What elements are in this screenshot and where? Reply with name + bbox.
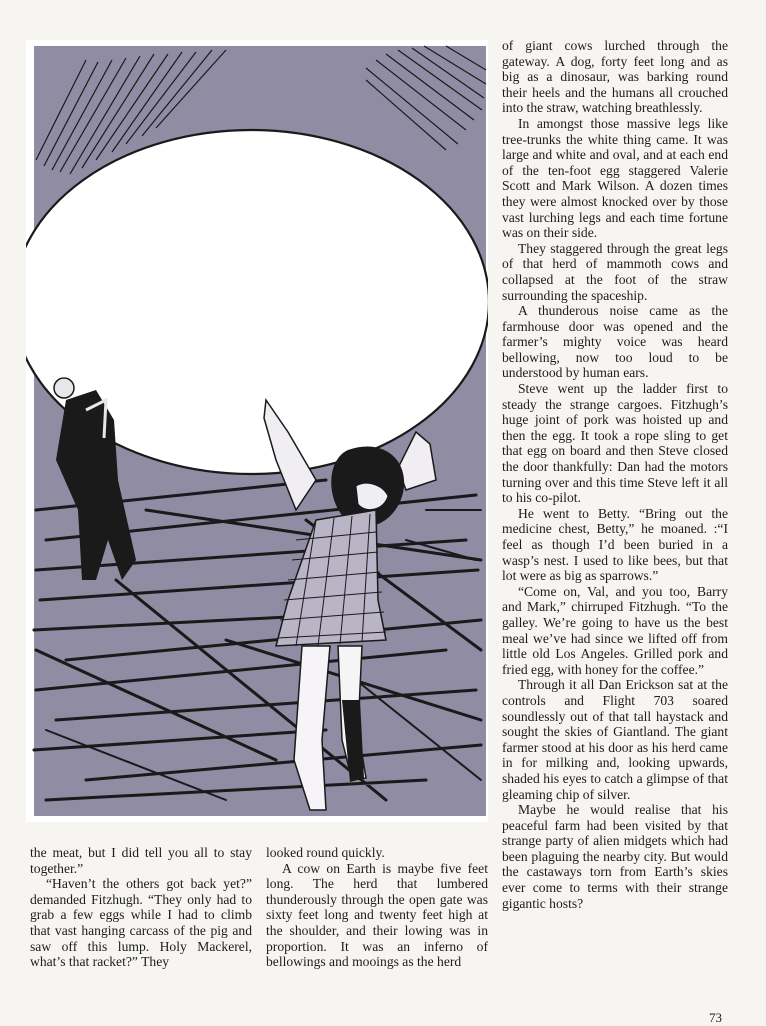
paragraph: They staggered through the great legs of that herd of mammoth cows and collapsed at the foot of the straw surrounding the spaceship. bbox=[502, 240, 728, 303]
text-column-left-bottom bbox=[30, 845, 252, 970]
text-column-right bbox=[502, 38, 728, 911]
paragraph: He went to Betty. “Bring out the medicine chest, Betty,” he moaned. :“I feel as though I’d been buried in a wasp’s nest. I used to like bees, but that lot were as big as sparrows.” bbox=[502, 505, 728, 584]
paragraph: looked round quickly. bbox=[266, 845, 385, 860]
comic-illustration bbox=[26, 40, 488, 822]
text-column-middle-bottom bbox=[266, 845, 488, 970]
paragraph: A cow on Earth is maybe five feet long. The herd that lumbered thunderously through the open gate was sixty feet long and twenty feet high at the shoulder, and their lowing was in proportion. It was an inferno of bellowings and mooings as the herd bbox=[266, 860, 488, 970]
paragraph: “Come on, Val, and you too, Barry and Mark,” chirruped Fitzhugh. “To the galley. We’re going to have us the best meal we’ve had since we lifted off from little old Los Angeles. Grilled pork and fried egg, with honey for the coffee.” bbox=[502, 583, 728, 677]
paragraph: Maybe he would realise that his peaceful farm had been visited by that strange party of alien midgets which had been plaguing the nearby city. But would the castaways torn from Earth’s skies ever come to terms with their strange gigantic hosts? bbox=[502, 802, 728, 911]
paragraph: Through it all Dan Erickson sat at the controls and Flight 703 soared soundlessly out of that tall haystack and sought the skies of Giantland. The giant farmer stood at his door as his herd came in for milking and, looking upwards, shaded his eyes to catch a glimpse of that gleaming chip of silver. bbox=[502, 677, 728, 802]
paragraph: In amongst those massive legs like tree-trunks the white thing came. It was large and white and oval, and at each end of the ten-foot egg staggered Valerie Scott and Mark Wilson. A dozen times they were almost knocked over by those vast lurching legs and each time fortune was on their side. bbox=[502, 115, 728, 241]
paragraph: “Haven’t the others got back yet?” demanded Fitzhugh. “They only had to grab a few eggs while I had to climb that vast hanging carcass of the pig and saw off this lump. Holy Mackerel, what’s that racket?” They bbox=[30, 876, 252, 970]
comic-illustration-giant-egg-icon bbox=[26, 40, 488, 822]
paragraph: the meat, but I did tell you all to stay together.” bbox=[30, 845, 252, 876]
paragraph: A thunderous noise came as the farmhouse door was opened and the farmer’s mighty voice was heard bellowing, now too loud to be understood by human ears. bbox=[502, 303, 728, 381]
paragraph: of giant cows lurched through the gateway. A dog, forty feet long and as big as a dinosaur, was barking round their heels and the humans all crouched into the straw, watching breathlessly. bbox=[502, 38, 728, 116]
paragraph: Steve went up the ladder first to steady the strange cargoes. Fitzhugh’s huge joint of pork was hoisted up and then the egg. It took a rope sling to get that egg on board and then Steve closed the door thankfully: Dan had the motors turning over and this time Steve left it all to his co-pilot. bbox=[502, 381, 728, 506]
page-number: 73 bbox=[709, 1010, 722, 1025]
